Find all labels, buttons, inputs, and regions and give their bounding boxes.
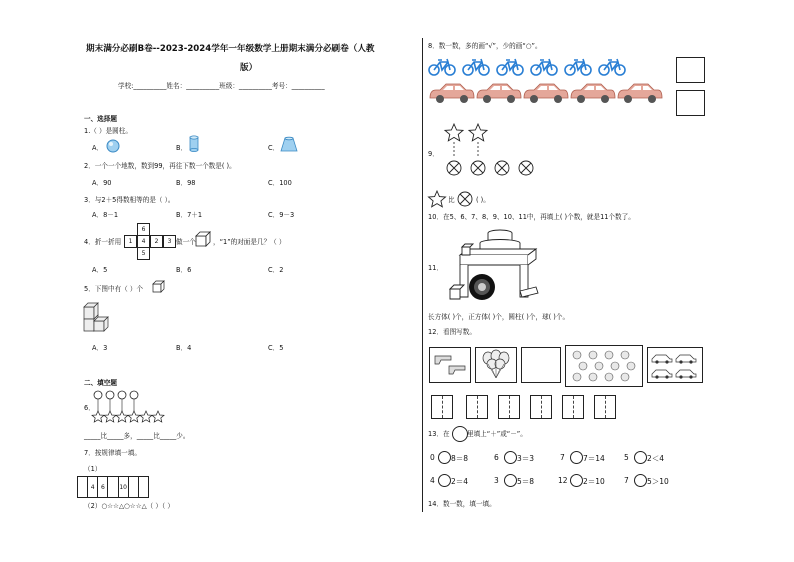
q13-operator-circle[interactable]	[504, 451, 517, 464]
q12-answer-box[interactable]	[466, 395, 488, 419]
q13-text-post: 里填上“＋”或“－”。	[467, 430, 527, 438]
q5-text: 5．下图中有（ ）个	[84, 285, 144, 293]
q4-text-pre: 4．折一折用	[84, 238, 122, 246]
q12-answer-box[interactable]	[530, 395, 552, 419]
q13-operator-circle[interactable]	[570, 451, 583, 464]
toy-gun-icon	[433, 352, 467, 378]
q1-text: 1.（ ）是圆柱。	[84, 127, 132, 135]
q13-result: 7＝14	[583, 454, 605, 463]
bear-icon	[569, 348, 639, 384]
picture-empty	[521, 347, 561, 383]
net-cell: 3	[163, 235, 176, 248]
q7-part1-label: （1）	[84, 465, 102, 473]
q13-operator-circle[interactable]	[438, 474, 451, 487]
q13-operator-circle[interactable]	[570, 474, 583, 487]
stars-crossed-circles-figure	[440, 122, 540, 178]
q3-option-c: C．9－3	[268, 211, 295, 219]
q5-option-c: C．5	[268, 344, 284, 352]
net-cell: 1	[124, 235, 137, 248]
q13-operand: 7	[624, 476, 629, 485]
student-info-line: 学校:__________姓名：__________班级：__________考号：__________	[118, 82, 325, 90]
sphere-icon	[106, 139, 120, 153]
q4-option-c: C．2	[268, 266, 284, 274]
q14-text: 14．数一数，填一填。	[428, 500, 496, 508]
q13-result: 5＞10	[647, 477, 669, 486]
sequence-cell	[129, 477, 139, 497]
q9-compare-word: 比	[448, 196, 455, 204]
q7-part2-text: （2）○☆☆△○☆☆△（ ）（ ）	[84, 502, 174, 510]
q13-operand: 6	[494, 453, 499, 462]
q12-answer-box[interactable]	[498, 395, 520, 419]
q13-operand: 5	[624, 453, 629, 462]
car-icon	[650, 350, 700, 380]
q3-text: 3．与2＋5得数相等的是（ ）。	[84, 196, 175, 204]
q12-answer-box[interactable]	[562, 395, 584, 419]
q13-result: 5＝8	[517, 477, 535, 486]
q3-option-a: A．8－1	[92, 211, 119, 219]
frustum-icon	[280, 136, 298, 154]
q13-circle-icon	[452, 426, 468, 442]
q5-option-b: B．4	[176, 344, 192, 352]
picture-toy-guns	[429, 347, 471, 383]
q3-option-b: B．7＋1	[176, 211, 203, 219]
q7-sequence-row	[77, 476, 149, 498]
q8-answer-box-bikes[interactable]	[676, 57, 705, 83]
circles-stars-figure	[92, 389, 162, 425]
q11-number: 11．	[428, 264, 443, 272]
q1-option-c: C．	[268, 144, 280, 152]
q13-result: 2＜4	[647, 454, 665, 463]
crossed-circle-icon	[456, 190, 474, 208]
q7-text: 7．按规律填一填。	[84, 449, 141, 457]
q2-option-a: A．90	[92, 179, 112, 187]
section-fill-heading: 二、填空题	[84, 379, 117, 387]
q8-answer-box-cars[interactable]	[676, 90, 705, 116]
solid-shapes-robot-figure	[440, 227, 550, 307]
q13-operand: 3	[494, 476, 499, 485]
cube-net	[124, 223, 176, 261]
sequence-cell: 4	[88, 477, 98, 497]
sequence-cell	[139, 477, 148, 497]
q13-operand: 4	[430, 476, 435, 485]
q13-operand: 0	[430, 453, 435, 462]
q4-option-b: B．6	[176, 266, 192, 274]
q11-fill-line: 长方体( )个，正方体( )个，圆柱( )个，球( )个。	[428, 313, 570, 321]
cylinder-icon	[189, 135, 199, 153]
sequence-cell	[78, 477, 88, 497]
q12-answer-box[interactable]	[594, 395, 616, 419]
q4-text-tail: ，“1”的对面是几？（ ）	[213, 238, 286, 246]
q13-text-pre: 13．在	[428, 430, 450, 438]
q13-operator-circle[interactable]	[634, 451, 647, 464]
q13-operator-circle[interactable]	[438, 451, 451, 464]
picture-bears	[565, 345, 643, 387]
q13-row-2	[430, 474, 710, 488]
section-choice-heading: 一、选择题	[84, 115, 117, 123]
q9-answer-blank: ( )。	[476, 196, 490, 204]
q2-option-b: B．98	[176, 179, 196, 187]
q2-text: 2．一个一个地数，数到99，再往下数一个数是( )。	[84, 162, 236, 170]
q1-option-b: B．	[176, 144, 188, 152]
q13-result: 2＝4	[451, 477, 469, 486]
star-icon	[428, 190, 446, 208]
q13-operand: 7	[560, 453, 565, 462]
q13-result: 2＝10	[583, 477, 605, 486]
q12-answer-box[interactable]	[431, 395, 453, 419]
q13-operator-circle[interactable]	[504, 474, 517, 487]
q1-option-a: A．	[92, 144, 104, 152]
sequence-cell	[108, 477, 118, 497]
q4-option-a: A．5	[92, 266, 108, 274]
q4-text-post: 做一个	[176, 238, 196, 246]
net-cell: 6	[137, 223, 150, 236]
exam-title-line2: 版）	[240, 63, 258, 73]
q13-operand: 12	[558, 476, 568, 485]
net-cell: 2	[150, 235, 163, 248]
q13-operator-circle[interactable]	[634, 474, 647, 487]
sequence-cell: 10	[119, 477, 129, 497]
column-divider	[422, 38, 423, 512]
q13-row-1	[430, 451, 710, 465]
q12-text: 12．看图写数。	[428, 328, 476, 336]
balloon-icon	[480, 350, 512, 380]
picture-balloons	[475, 347, 517, 383]
q6-blank-line: _____比_____多，_____比_____少。	[84, 432, 190, 440]
q10-text: 10．在5、6、7、8、9、10、11中，再填上( )个数，就是11个数了。	[428, 213, 635, 221]
q2-option-c: C．100	[268, 179, 292, 187]
q6-number: 6．	[84, 404, 95, 412]
q13-result: 8＝8	[451, 454, 469, 463]
q13-result: 3＝3	[517, 454, 535, 463]
q8-text: 8．数一数，多的画“√”，少的画“○”。	[428, 42, 542, 50]
exam-title-line1: 期末满分必刷B卷--2023-2024学年一年级数学上册期末满分必刷卷（人教	[86, 44, 375, 54]
cube-icon	[152, 280, 166, 294]
picture-cars	[647, 347, 703, 383]
bikes-cars-figure	[428, 58, 638, 114]
q9-number: 9．	[428, 150, 439, 158]
stacked-cubes-figure	[82, 301, 112, 335]
net-cell: 5	[137, 247, 150, 260]
cube-icon	[195, 231, 211, 247]
sequence-cell: 6	[98, 477, 108, 497]
net-cell: 4	[137, 235, 150, 248]
q5-option-a: A．3	[92, 344, 108, 352]
